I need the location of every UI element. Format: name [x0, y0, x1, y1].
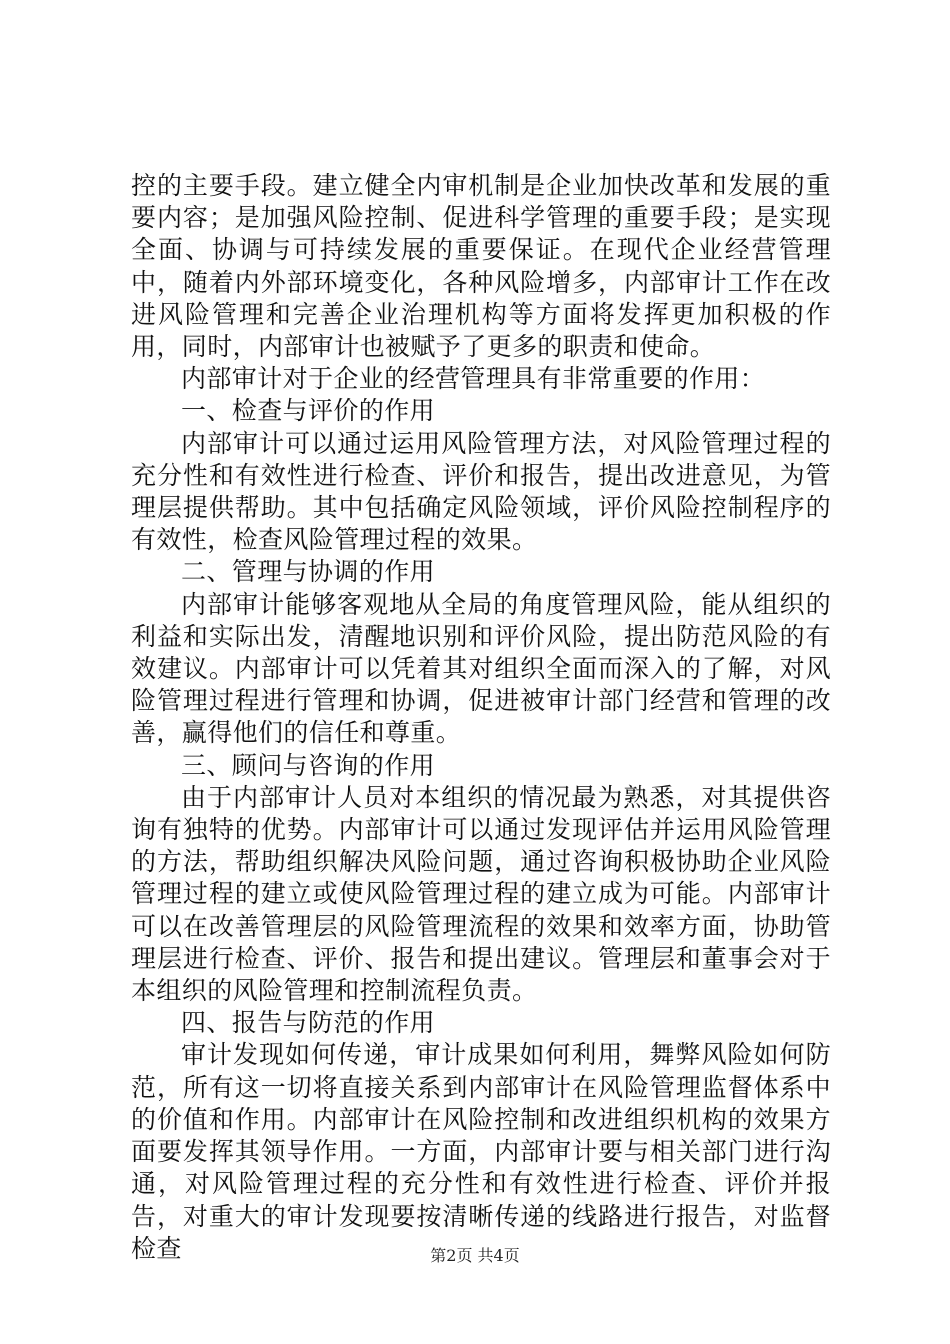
- section-heading-management: 二、管理与协调的作用: [181, 557, 436, 587]
- paragraph-consulting: 由于内部审计人员对本组织的情况最为熟悉，对其提供咨询有独特的优势。内部审计可以通过发现评估并运用风险管理的方法，帮助组织解决风险问题，通过咨询积极协助企业风险管理过程的建立或使风险管理过程的建立成为可能。内部审计可以在改善管理层的风险管理流程的效果和效率方面，协助管理层进行检查、评价、报告和提出建议。管理层和董事会对于本组织的风险管理和控制流程负责。: [131, 782, 831, 1006]
- paragraph-inspection: 内部审计可以通过运用风险管理方法，对风险管理过程的充分性和有效性进行检查、评价和报告，提出改进意见，为管理层提供帮助。其中包括确定风险领域，评价风险控制程序的有效性，检查风险管理过程的效果。: [131, 428, 831, 555]
- paragraph-intro-continuation: 控的主要手段。建立健全内审机制是企业加快改革和发展的重要内容；是加强风险控制、促进科学管理的重要手段；是实现全面、协调与可持续发展的重要保证。在现代企业经营管理中，随着内外部环境变化，各种风险增多，内部审计工作在改进风险管理和完善企业治理机构等方面将发挥更加积极的作用，同时，内部审计也被赋予了更多的职责和使命。: [131, 171, 831, 362]
- paragraph-reporting: 审计发现如何传递，审计成果如何利用，舞弊风险如何防范，所有这一切将直接关系到内部审计在风险管理监督体系中的价值和作用。内部审计在风险控制和改进组织机构的效果方面要发挥其领导作用。一方面，内部审计要与相关部门进行沟通，对风险管理过程的充分性和有效性进行检查、评价并报告，对重大的审计发现要按清晰传递的线路进行报告，对监督检查: [131, 1040, 831, 1263]
- section-heading-consulting: 三、顾问与咨询的作用: [181, 750, 436, 780]
- section-heading-inspection: 一、检查与评价的作用: [181, 396, 436, 426]
- page-number-footer: 第2页 共4页: [430, 1246, 520, 1265]
- section-heading-reporting: 四、报告与防范的作用: [181, 1008, 436, 1038]
- document-body: [131, 170, 831, 1265]
- paragraph-overview: 内部审计对于企业的经营管理具有非常重要的作用：: [181, 364, 766, 394]
- paragraph-management: 内部审计能够客观地从全局的角度管理风险，能从组织的利益和实际出发，清醒地识别和评价风险，提出防范风险的有效建议。内部审计可以凭着其对组织全面而深入的了解，对风险管理过程进行管理和协调，促进被审计部门经营和管理的改善，赢得他们的信任和尊重。: [131, 589, 831, 748]
